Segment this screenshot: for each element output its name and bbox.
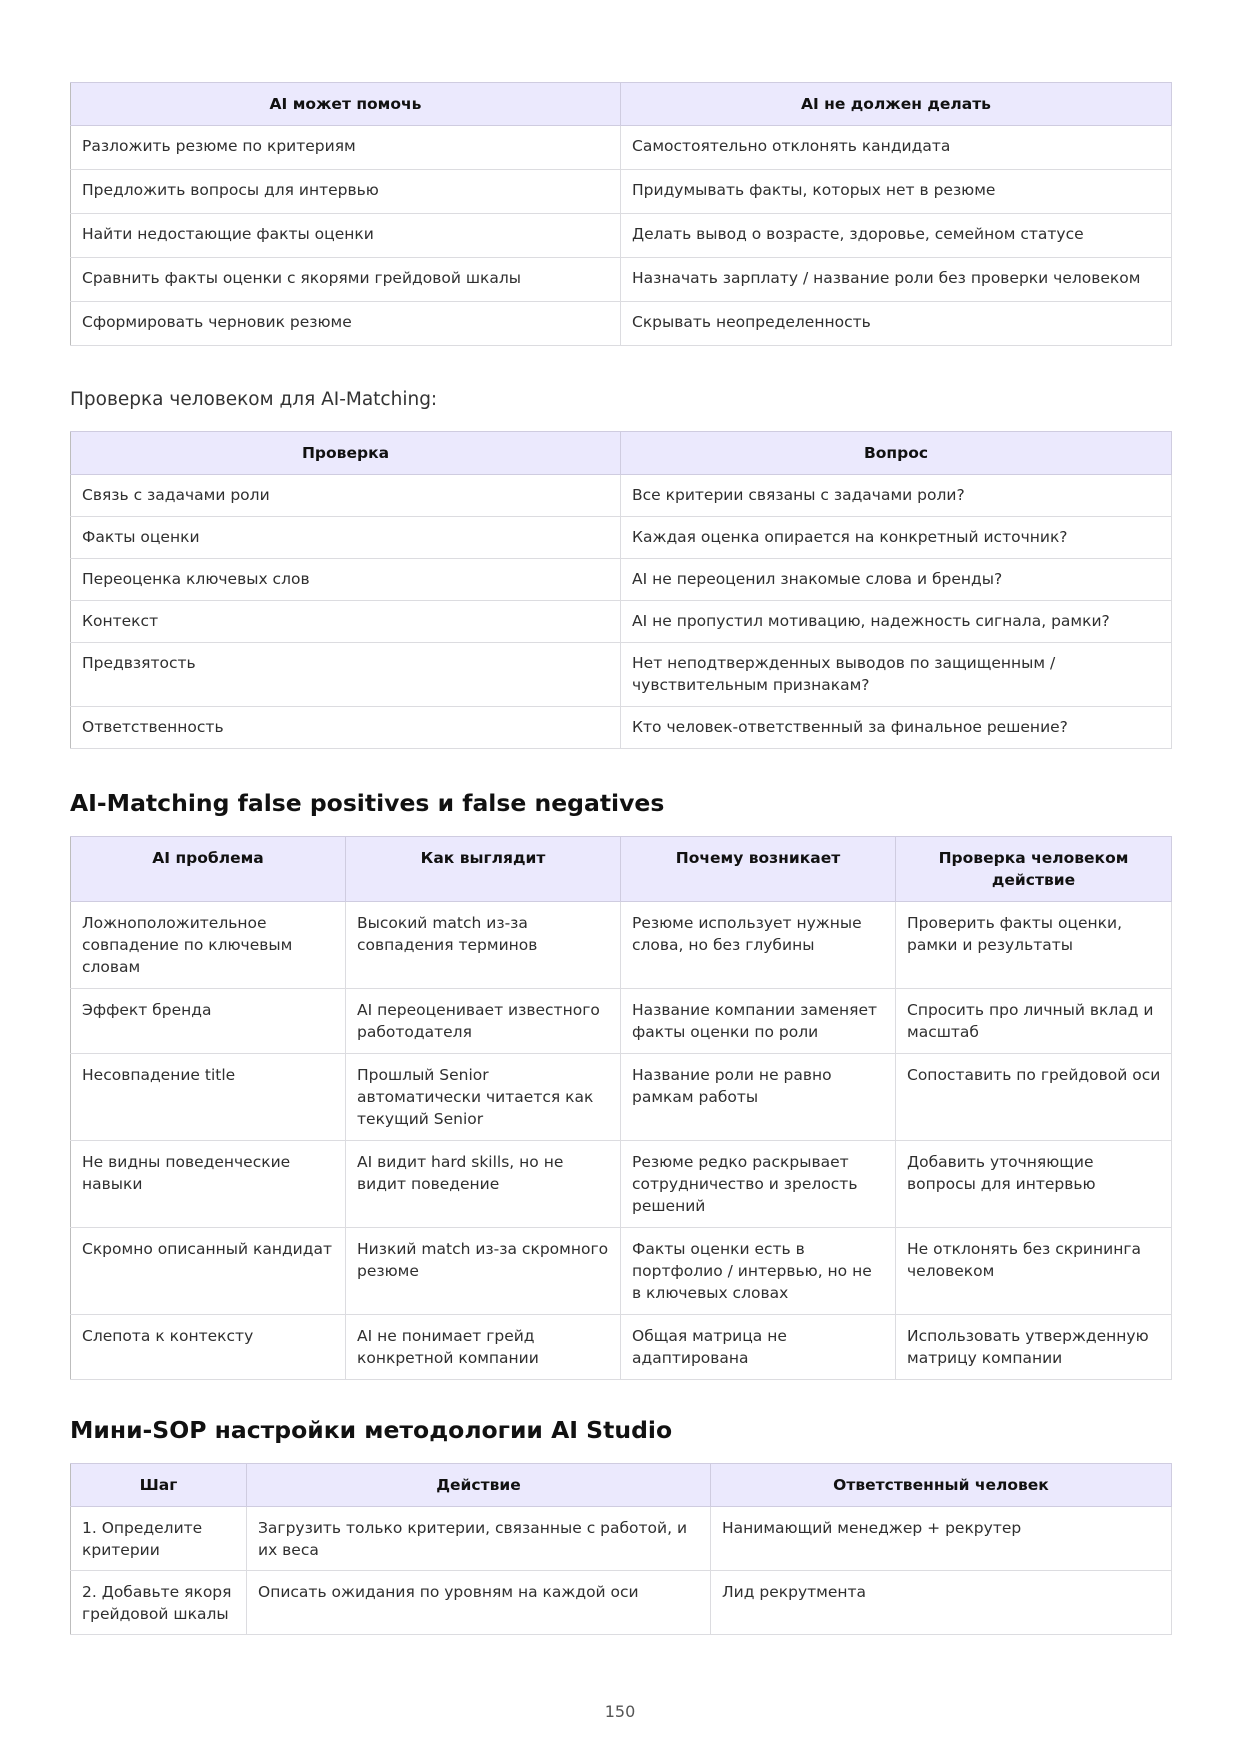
table-cell: AI переоценивает известного работодателя [346,989,621,1054]
table-cell: AI не переоценил знакомые слова и бренды? [621,559,1172,601]
table-cell: Не видны поведенческие навыки [71,1141,346,1228]
table-cell: Связь с задачами роли [71,475,621,517]
table-cell: Эффект бренда [71,989,346,1054]
false-positives-table [70,836,1172,1380]
table-cell: Использовать утвержденную матрицу компании [896,1315,1172,1380]
table-row [71,258,1172,302]
table-cell: Низкий match из-за скромного резюме [346,1228,621,1315]
table-cell: Переоценка ключевых слов [71,559,621,601]
table-cell: Название компании заменяет факты оценки по роли [621,989,896,1054]
human-check-table [70,431,1172,749]
table-cell: Сравнить факты оценки с якорями грейдовой шкалы [71,258,621,302]
column-header: Действие [247,1464,711,1507]
table-cell: Скрывать неопределенность [621,302,1172,346]
sop-table [70,1463,1172,1635]
table-cell: Назначать зарплату / название роли без проверки человеком [621,258,1172,302]
table-cell: Кто человек-ответственный за финальное решение? [621,707,1172,749]
table-cell: Все критерии связаны с задачами роли? [621,475,1172,517]
column-header: Проверка [71,432,621,475]
table-header-row [71,1464,1172,1507]
document-page [70,82,1171,1635]
table-cell: Описать ожидания по уровням на каждой оси [247,1571,711,1635]
table-cell: Не отклонять без скрининга человеком [896,1228,1172,1315]
section-heading: Мини-SOP настройки методологии AI Studio [70,1416,673,1444]
table-row [71,601,1172,643]
table-cell: Самостоятельно отклонять кандидата [621,126,1172,170]
table-cell: Сформировать черновик резюме [71,302,621,346]
column-header: Почему возникает [621,837,896,902]
table-cell: Несовпадение title [71,1054,346,1141]
table-cell: 1. Определите критерии [71,1507,247,1571]
column-header: Вопрос [621,432,1172,475]
table-row [71,559,1172,601]
table-cell: Название роли не равно рамкам работы [621,1054,896,1141]
column-header: Шаг [71,1464,247,1507]
table-header-row [71,83,1172,126]
table-row [71,643,1172,707]
column-header: Проверка человеком действие [896,837,1172,902]
table-cell: Найти недостающие факты оценки [71,214,621,258]
human-check-label: Проверка человеком для AI-Matching: [70,389,438,410]
table-cell: Прошлый Senior автоматически читается как текущий Senior [346,1054,621,1141]
table-cell: Спросить про личный вклад и масштаб [896,989,1172,1054]
table-cell: Придумывать факты, которых нет в резюме [621,170,1172,214]
table-header-row [71,432,1172,475]
table-cell: Слепота к контексту [71,1315,346,1380]
table-cell: Факты оценки есть в портфолио / интервью, но не в ключевых словах [621,1228,896,1315]
table-row [71,126,1172,170]
column-header: Как выглядит [346,837,621,902]
table-cell: Скромно описанный кандидат [71,1228,346,1315]
table-cell: Резюме использует нужные слова, но без глубины [621,902,896,989]
table-row [71,517,1172,559]
table-cell: Разложить резюме по критериям [71,126,621,170]
table-cell: Добавить уточняющие вопросы для интервью [896,1141,1172,1228]
table-cell: Каждая оценка опирается на конкретный источник? [621,517,1172,559]
table-cell: AI не понимает грейд конкретной компании [346,1315,621,1380]
table-row [71,1228,1172,1315]
table-row [71,170,1172,214]
column-header: AI проблема [71,837,346,902]
table-cell: Нанимающий менеджер + рекрутер [711,1507,1172,1571]
table-row [71,1054,1172,1141]
table-row [71,1315,1172,1380]
table-header-row [71,837,1172,902]
table-row [71,1507,1172,1571]
table-cell: Факты оценки [71,517,621,559]
table-cell: Ложноположительное совпадение по ключевым словам [71,902,346,989]
table-cell: Делать вывод о возрасте, здоровье, семейном статусе [621,214,1172,258]
table-cell: 2. Добавьте якоря грейдовой шкалы [71,1571,247,1635]
ai-scope-table [70,82,1172,346]
table-row [71,1571,1172,1635]
table-cell: Резюме редко раскрывает сотрудничество и зрелость решений [621,1141,896,1228]
table-cell: Предвзятость [71,643,621,707]
table-cell: Общая матрица не адаптирована [621,1315,896,1380]
column-header: AI не должен делать [621,83,1172,126]
table-cell: Контекст [71,601,621,643]
column-header: AI может помочь [71,83,621,126]
table-cell: Нет неподтвержденных выводов по защищенным / чувствительным признакам? [621,643,1172,707]
table-row [71,302,1172,346]
table-cell: Высокий match из-за совпадения терминов [346,902,621,989]
table-cell: Загрузить только критерии, связанные с работой, и их веса [247,1507,711,1571]
table-cell: Сопоставить по грейдовой оси [896,1054,1172,1141]
page-number: 150 [604,1702,636,1721]
table-row [71,989,1172,1054]
table-cell: Предложить вопросы для интервью [71,170,621,214]
table-row [71,1141,1172,1228]
table-cell: Проверить факты оценки, рамки и результаты [896,902,1172,989]
table-cell: AI видит hard skills, но не видит поведение [346,1141,621,1228]
table-cell: Лид рекрутмента [711,1571,1172,1635]
section-heading: AI-Matching false positives и false negatives [70,789,665,817]
table-row [71,475,1172,517]
table-cell: Ответственность [71,707,621,749]
table-row [71,214,1172,258]
table-row [71,707,1172,749]
column-header: Ответственный человек [711,1464,1172,1507]
table-row [71,902,1172,989]
table-cell: AI не пропустил мотивацию, надежность сигнала, рамки? [621,601,1172,643]
